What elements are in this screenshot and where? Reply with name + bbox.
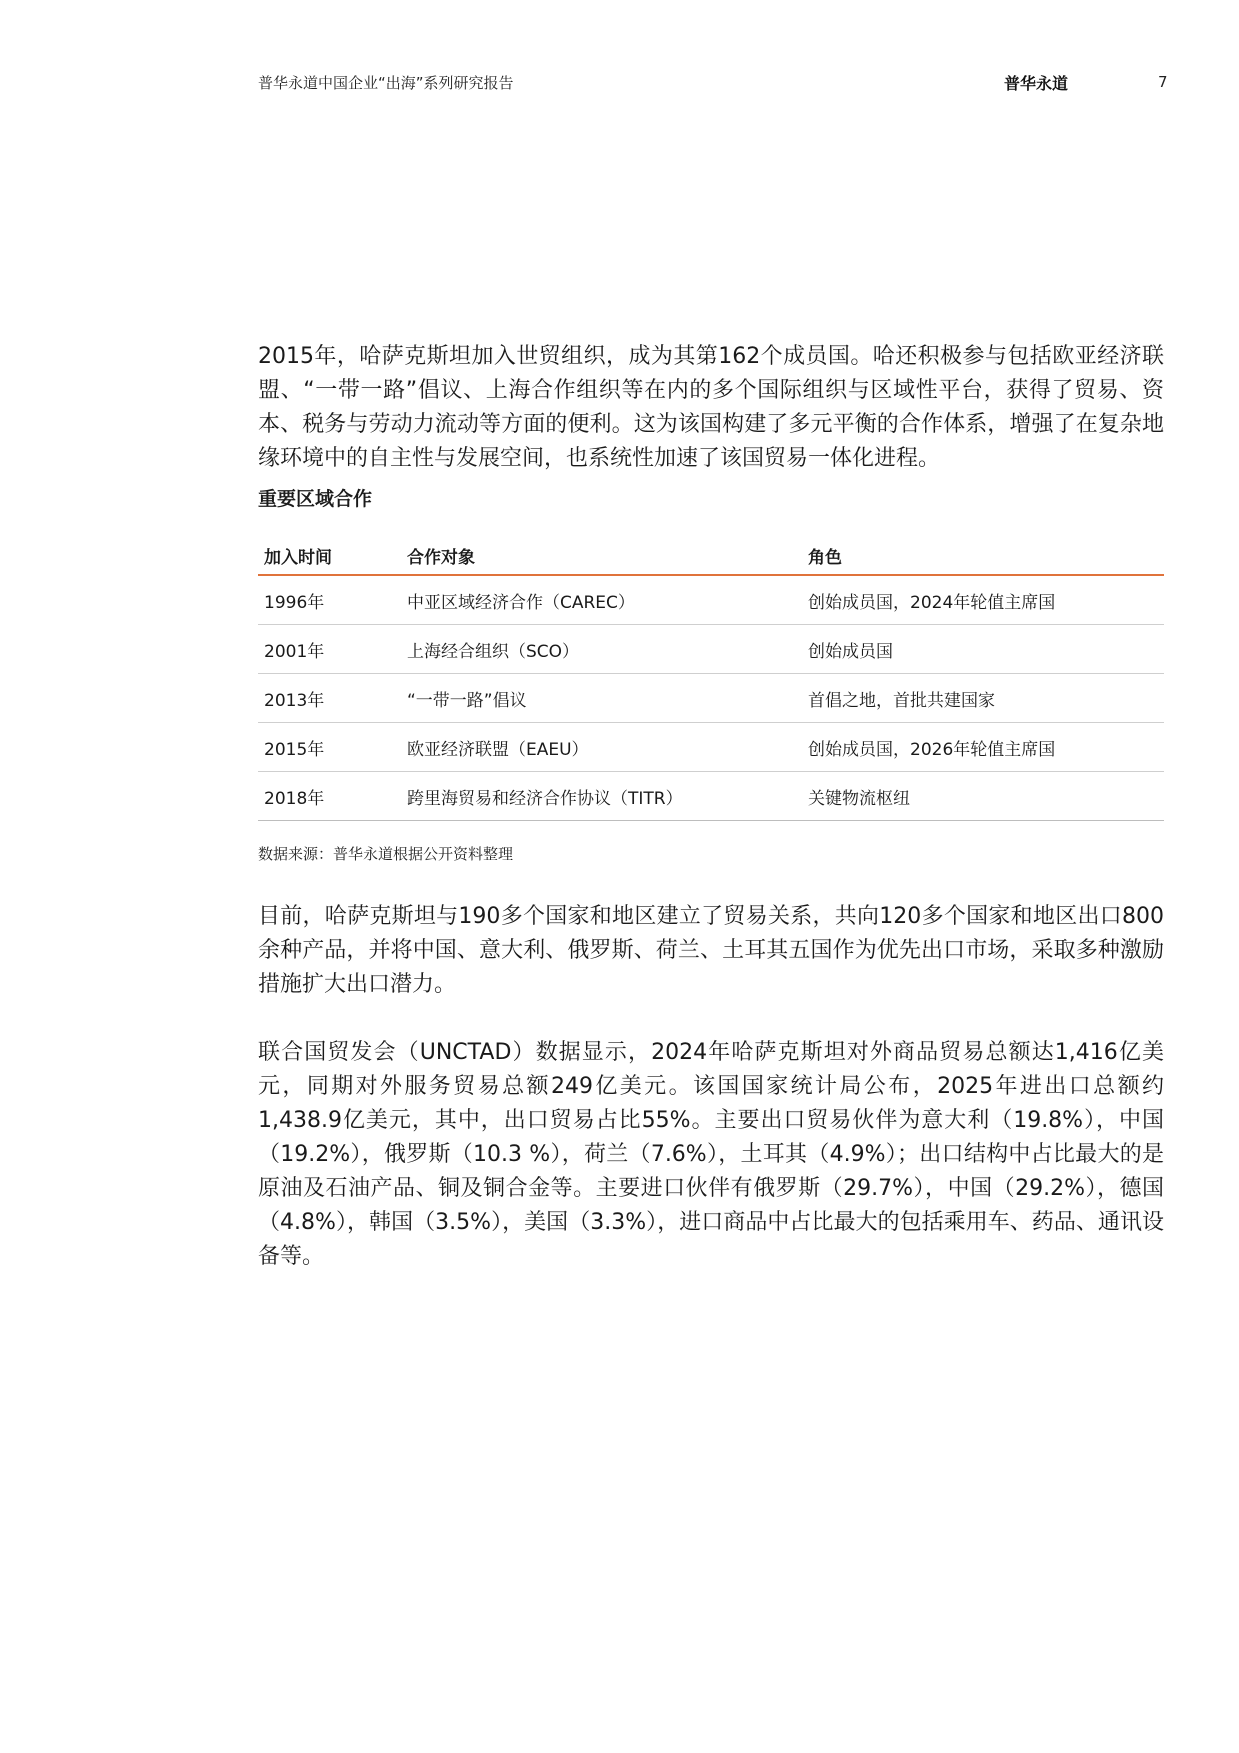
regional-cooperation-table: [258, 536, 1164, 821]
table-row: [258, 723, 1164, 772]
cell-role: 创始成员国，2026年轮值主席国: [802, 723, 1164, 772]
table-row: [258, 625, 1164, 674]
table-header-row: [258, 536, 1164, 575]
cell-role: 首倡之地，首批共建国家: [802, 674, 1164, 723]
page-number: 7: [1158, 73, 1168, 91]
header-partner: 合作对象: [401, 536, 802, 575]
cell-role: 关键物流枢纽: [802, 772, 1164, 821]
table-title: 重要区域合作: [258, 488, 373, 510]
cell-year: 1996年: [258, 575, 401, 625]
table-row: [258, 674, 1164, 723]
data-source-note: 数据来源：普华永道根据公开资料整理: [258, 845, 514, 863]
cell-partner: 跨里海贸易和经济合作协议（TITR）: [401, 772, 802, 821]
cell-partner: “一带一路”倡议: [401, 674, 802, 723]
table-row: [258, 575, 1164, 625]
cell-partner: 上海经合组织（SCO）: [401, 625, 802, 674]
intro-paragraph: 2015年，哈萨克斯坦加入世贸组织，成为其第162个成员国。哈还积极参与包括欧亚经济联盟、“一带一路”倡议、上海合作组织等在内的多个国际组织与区域性平台，获得了贸易、资本、税务与劳动力流动等方面的便利。这为该国构建了多元平衡的合作体系，增强了在复杂地缘环境中的自主性与发展空间，也系统性加速了该国贸易一体化进程。: [258, 344, 1164, 471]
cell-year: 2001年: [258, 625, 401, 674]
cell-role: 创始成员国: [802, 625, 1164, 674]
trade-relations-paragraph: 目前，哈萨克斯坦与190多个国家和地区建立了贸易关系，共向120多个国家和地区出口800余种产品，并将中国、意大利、俄罗斯、荷兰、土耳其五国作为优先出口市场，采取多种激励措施扩大出口潜力。: [258, 904, 1164, 997]
header-join-year: 加入时间: [258, 536, 401, 575]
cell-year: 2013年: [258, 674, 401, 723]
trade-statistics-paragraph: 联合国贸发会（UNCTAD）数据显示，2024年哈萨克斯坦对外商品贸易总额达1,416亿美元，同期对外服务贸易总额249亿美元。该国国家统计局公布，2025年进出口总额约1,438.9亿美元，其中，出口贸易占比55%。主要出口贸易伙伴为意大利（19.8%），中国（19.2%），俄罗斯（10.3 %），荷兰（7.6%），土耳其（4.9%）；出口结构中占比最大的是原油及石油产品、铜及铜合金等。主要进口伙伴有俄罗斯（29.7%），中国（29.2%），德国（4.8%），韩国（3.5%），美国（3.3%），进口商品中占比最大的包括乘用车、药品、通讯设备等。: [258, 1040, 1164, 1269]
cell-year: 2015年: [258, 723, 401, 772]
cell-partner: 中亚区域经济合作（CAREC）: [401, 575, 802, 625]
cell-year: 2018年: [258, 772, 401, 821]
brand-name: 普华永道: [1004, 74, 1069, 93]
header-role: 角色: [802, 536, 1164, 575]
page-content: [258, 340, 1164, 1274]
cell-role: 创始成员国，2024年轮值主席国: [802, 575, 1164, 625]
cell-partner: 欧亚经济联盟（EAEU）: [401, 723, 802, 772]
report-title: 普华永道中国企业“出海”系列研究报告: [258, 74, 514, 92]
table-row: [258, 772, 1164, 821]
